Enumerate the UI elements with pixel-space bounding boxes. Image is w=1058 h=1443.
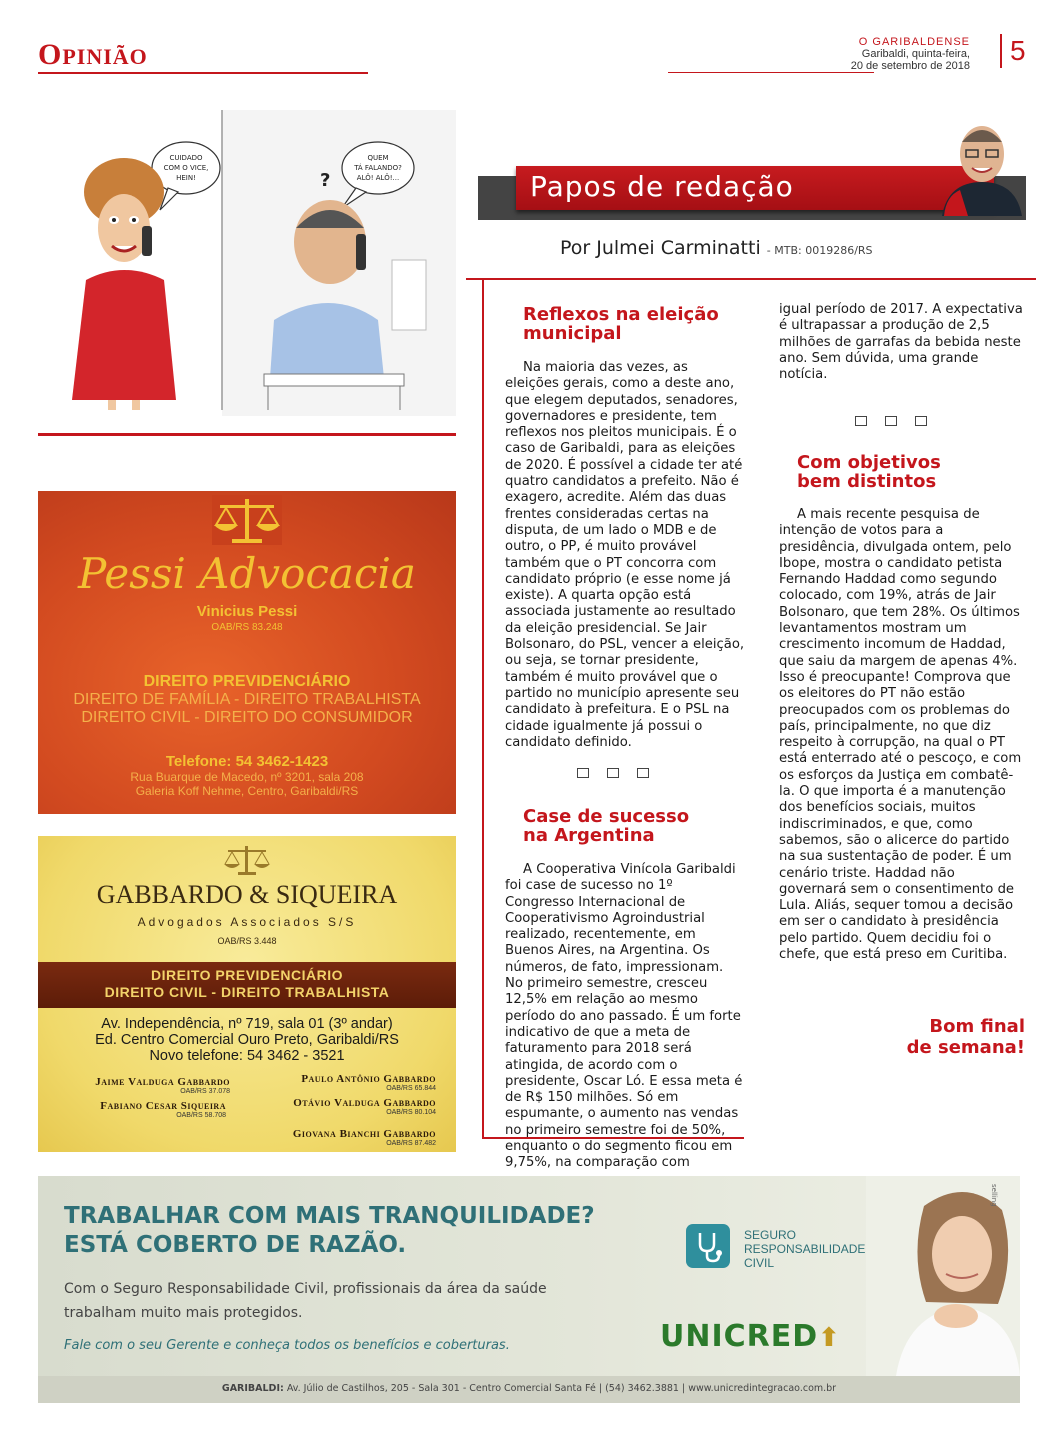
pessi-phone: Telefone: 54 3462-1423 [165, 753, 329, 770]
publication-info [851, 36, 970, 72]
gabbardo-lawyer-1: Jaime Valduga Gabbardo OAB/RS 37.078 [95, 1076, 230, 1095]
dateline-1: Garibaldi, quinta-feira, [861, 48, 970, 60]
closing-text: Bom final de semana! [906, 1016, 1025, 1058]
bubble-left-line-3: HEIN! [176, 174, 196, 182]
agency-credit: selling [990, 1184, 998, 1207]
separator-1 [568, 763, 658, 782]
cartoon-rule [38, 433, 456, 436]
gabbardo-phone: Novo telefone: 54 3462 - 3521 [149, 1048, 345, 1064]
article-1-title: Reflexos na eleição municipal [523, 304, 719, 344]
article-3-title: Com objetivos bem distintos [797, 452, 941, 492]
unicred-body-2: trabalham muito mais protegidos. [64, 1305, 303, 1321]
footer-address: Av. Júlio de Castilhos, 205 - Sala 301 - Centro Comercial Santa Fé | (54) 3462.3881 | www.unicredintegracao.com.br [286, 1383, 837, 1394]
pessi-area-2: DIREITO DE FAMÍLIA - DIREITO TRABALHISTA [73, 691, 421, 708]
gabbardo-siqueira-ad [38, 836, 456, 1152]
article-3-body: A mais recente pesquisa de intenção de votos para a presidência, divulgada ontem, pelo Ibope, mostra o candidato petista Fernando Haddad como segundo colocado, com 19%, atrás de Jair Bolsonaro, que tem 28%. Os últimos levantamentos mostram um crescimento incomum de Haddad, que saiu da margem de apenas 4%. Isso é preocupante! Comprova que os eleitores do PT não estão preocupados com os problemas do país, principalmente, no que diz respeito à corrupção, na qual o PT está enterrado até o pescoço, e com os esforços da Justiça em combatê-la. O que importa é a manutenção dos benefícios sociais, muitos indiscriminados, e que, como sabemos, são o alicerce do partido na sua sustentação de poder. É um cenário triste. Haddad não governará sem o consentimento de Lula. Aliás, sequer tomou a decisão em ser o candidato à presidência pelo partido. Quem decidiu foi o chefe, que está preso em Curitiba. [779, 507, 1022, 963]
gabbardo-subtitle: Advogados Associados S/S [137, 915, 357, 929]
article-2-continuation: igual período de 2017. A expectativa é ultrapassar a produção de 2,5 milhões de garrafas da bebida neste ano. Sem dúvida, uma grande notícia. [779, 302, 1023, 383]
unicred-arrow-icon: ⬆ [818, 1323, 841, 1353]
pessi-lawyer: Vinicius Pessi [196, 603, 298, 620]
unicred-product: SEGURO RESPONSABILIDADE CIVIL [744, 1228, 866, 1270]
column-author: Por Julmei Carminatti - MTB: 0019286/RS [560, 237, 873, 259]
cartoon-illustration [38, 110, 456, 416]
pessi-advocacia-ad [38, 491, 456, 814]
cartoon-question-mark: ? [320, 170, 331, 191]
column-top-rule [466, 278, 1036, 280]
dateline-2: 20 de setembro de 2018 [850, 60, 970, 72]
page-number: 5 [1000, 34, 1026, 68]
author-photo [938, 112, 1024, 216]
gabbardo-area-1: DIREITO PREVIDENCIÁRIO [151, 967, 343, 983]
unicred-headline-1: TRABALHAR COM MAIS TRANQUILIDADE? [64, 1203, 595, 1229]
gabbardo-lawyer-2: Paulo Antônio Gabbardo OAB/RS 65.844 [301, 1073, 436, 1092]
pessi-area-3: DIREITO CIVIL - DIREITO DO CONSUMIDOR [81, 709, 413, 726]
gabbardo-areas-band [38, 962, 456, 1008]
paper-name: O GARIBALDENSE [858, 36, 970, 48]
gabbardo-oab: OAB/RS 3.448 [217, 936, 277, 946]
pessi-title: Pessi Advocacia [78, 549, 416, 598]
section-title: OPINIÃO [38, 38, 148, 71]
scales-icon [212, 495, 282, 545]
gabbardo-lawyer-3: Fabiano Cesar Siqueira OAB/RS 58.708 [100, 1100, 226, 1119]
bubble-right-line-3: ALÔ! ALÔ!... [356, 174, 400, 182]
author-registration: - MTB: 0019286/RS [766, 244, 873, 257]
header-rule-right [668, 72, 874, 73]
pessi-area-1: DIREITO PREVIDENCIÁRIO [143, 673, 351, 690]
gabbardo-lawyer-4: Otávio Valduga Gabbardo OAB/RS 80.104 [293, 1097, 436, 1116]
pessi-address-1: Rua Buarque de Macedo, nº 3201, sala 208 [130, 770, 364, 784]
separator-2 [846, 411, 936, 430]
bubble-right-line-2: TÁ FALANDO? [354, 164, 402, 172]
bubble-right-line-1: QUEM [367, 154, 389, 162]
header-rule-left [38, 72, 368, 74]
bubble-left-line-1: CUIDADO [169, 154, 203, 162]
bubble-left-line-2: COM O VICE, [163, 164, 209, 172]
unicred-footer [38, 1376, 1020, 1403]
pessi-oab: OAB/RS 83.248 [211, 622, 283, 633]
stethoscope-icon [686, 1224, 730, 1268]
unicred-body-1: Com o Seguro Responsabilidade Civil, profissionais da área da saúde [64, 1281, 547, 1297]
column-left-rule [482, 278, 484, 1138]
gabbardo-area-2: DIREITO CIVIL - DIREITO TRABALHISTA [104, 984, 390, 1000]
gabbardo-lawyer-5: Giovana Bianchi Gabbardo OAB/RS 87.482 [292, 1128, 436, 1147]
gabbardo-address-2: Ed. Centro Comercial Ouro Preto, Garibaldi/RS [95, 1032, 399, 1048]
unicred-cta: Fale com o seu Gerente e conheça todos os benefícios e coberturas. [64, 1338, 510, 1353]
pessi-address-2: Galeria Koff Nehme, Centro, Garibaldi/RS [135, 784, 359, 798]
gabbardo-address-1: Av. Independência, nº 719, sala 01 (3º andar) [101, 1016, 393, 1032]
article-2-body: A Cooperativa Vinícola Garibaldi foi case de sucesso no 1º Congresso Internacional de Cooperativismo Agroindustrial realizado, recentemente, em Buenos Aires, na Argentina. Os números, de fato, impressionam. No primeiro semestre, cresceu 12,5% em relação ao mesmo período do ano passado. É um forte indicativo de que a meta de faturamento para 2018 será atingida, de acordo com o presidente, Oscar Ló. E essa meta é de R$ 150 milhões. Só em espumante, o aumento nas vendas no primeiro semestre foi de 50%, enquanto o do segmento ficou em 9,75%, na comparação com [505, 862, 743, 1171]
footer-city: GARIBALDI: [221, 1383, 284, 1394]
gabbardo-firm: GABBARDO & SIQUEIRA [96, 880, 398, 909]
scales-icon [222, 844, 272, 876]
unicred-headline-2: ESTÁ COBERTO DE RAZÃO. [64, 1232, 407, 1258]
unicred-ad [38, 1176, 1020, 1376]
article-2-title: Case de sucesso na Argentina [523, 806, 690, 846]
article-1-body: Na maioria das vezes, as eleições gerais, como a deste ano, que elegem deputados, senadores, governadores e presidente, tem reflexos nos pleitos municipais. É o caso de Garibaldi, para as eleições de 2020. É possível a cidade ter até quatro candidatos a prefeito. Não é exagero, acredite. Além das duas frentes consideradas certas na disputa, de um lado o MDB e de outro, o PP, é muito provável também que o PT concorra com candidato próprio (e esse nome já existe). A quarta opção está associada justamente ao resultado da eleição presidencial. Se Jair Bolsonaro, do PSL, vencer a eleição, ou seja, se tornar presidente, também é muito provável que o partido no município apresente seu candidato à prefeitura. E o PSL na cidade igualmente já possui o candidato definido. [505, 360, 745, 750]
column-title: Papos de redação [530, 170, 794, 203]
unicred-brand: UNICRED⬆ [660, 1319, 841, 1354]
